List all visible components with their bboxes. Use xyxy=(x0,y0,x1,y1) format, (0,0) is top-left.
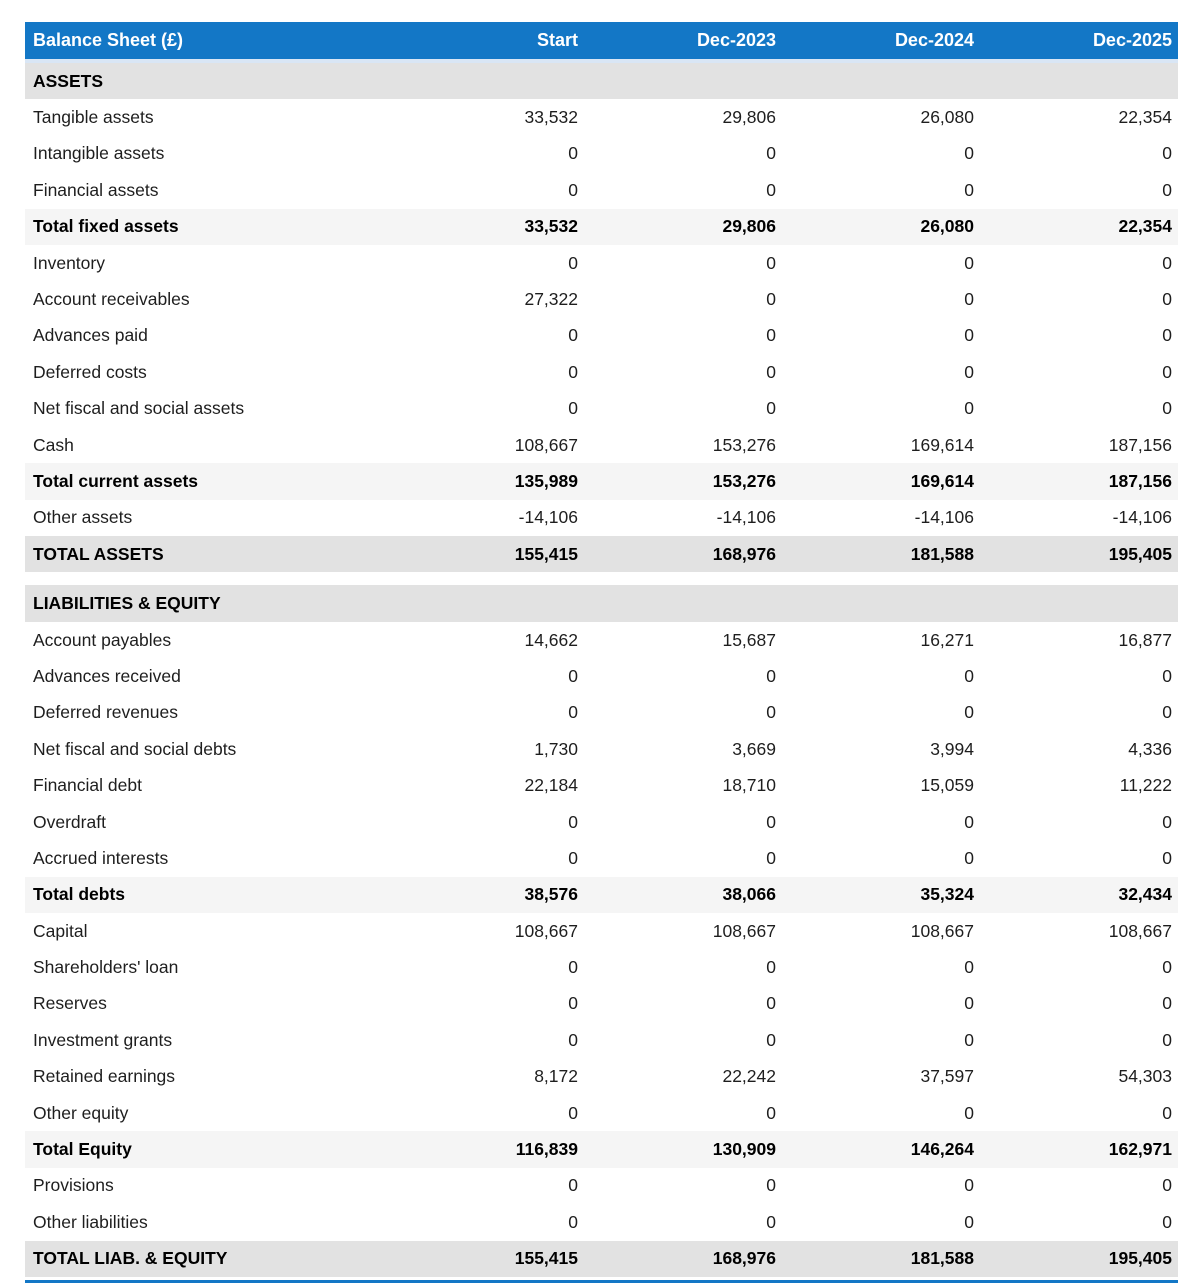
row-label: Account payables xyxy=(33,629,172,650)
row-value: 0 xyxy=(568,847,578,868)
row-label: TOTAL ASSETS xyxy=(33,543,164,564)
row-value: 195,405 xyxy=(1108,1248,1172,1269)
row-value: 0 xyxy=(568,398,578,419)
row-value: 155,415 xyxy=(514,543,578,564)
table-row xyxy=(25,1022,1178,1058)
row-value: 0 xyxy=(964,398,974,419)
row-value: 130,909 xyxy=(712,1139,776,1160)
row-value: 0 xyxy=(964,993,974,1014)
row-value: 0 xyxy=(964,179,974,200)
row-value: 0 xyxy=(1162,665,1172,686)
row-value: -14,106 xyxy=(716,507,776,528)
row-value: 32,434 xyxy=(1118,884,1172,905)
row-value: 168,976 xyxy=(712,543,776,564)
row-value: 0 xyxy=(568,179,578,200)
row-label: Intangible assets xyxy=(33,143,165,164)
table-row xyxy=(25,536,1178,572)
row-value: 0 xyxy=(964,665,974,686)
row-value: 0 xyxy=(964,361,974,382)
row-label: Inventory xyxy=(33,252,105,273)
row-value: 0 xyxy=(1162,1102,1172,1123)
table-row xyxy=(25,1204,1178,1240)
row-value: 195,405 xyxy=(1108,543,1172,564)
row-value: 0 xyxy=(1162,993,1172,1014)
row-value: 0 xyxy=(766,847,776,868)
row-value: 0 xyxy=(1162,398,1172,419)
row-value: 0 xyxy=(766,665,776,686)
row-value: 168,976 xyxy=(712,1248,776,1269)
row-value: 155,415 xyxy=(514,1248,578,1269)
row-value: 35,324 xyxy=(920,884,974,905)
row-value: 0 xyxy=(568,702,578,723)
table-row xyxy=(25,877,1178,913)
row-value: 16,877 xyxy=(1118,629,1172,650)
row-label: Other assets xyxy=(33,507,133,528)
table-row xyxy=(25,913,1178,949)
row-value: 169,614 xyxy=(910,434,974,455)
column-header-dec-2023: Dec-2023 xyxy=(696,30,776,50)
row-value: 0 xyxy=(568,957,578,978)
row-value: 27,322 xyxy=(524,289,578,310)
row-label: Investment grants xyxy=(33,1029,173,1050)
section-gap xyxy=(25,572,1178,585)
row-value: 22,354 xyxy=(1118,216,1172,237)
table-row xyxy=(25,949,1178,985)
balance-sheet-table xyxy=(25,22,1178,1283)
row-label: Advances paid xyxy=(33,325,148,346)
row-label: LIABILITIES & EQUITY xyxy=(33,593,221,614)
table-row xyxy=(25,658,1178,694)
row-label: Retained earnings xyxy=(33,1066,176,1087)
table-row xyxy=(25,1241,1178,1277)
row-label: Net fiscal and social assets xyxy=(33,398,245,419)
row-value: 0 xyxy=(1162,289,1172,310)
row-value: 0 xyxy=(1162,325,1172,346)
column-header-dec-2024: Dec-2024 xyxy=(894,30,974,50)
row-value: 0 xyxy=(766,993,776,1014)
row-label: Total Equity xyxy=(33,1139,132,1160)
row-value: 0 xyxy=(964,957,974,978)
row-value: 22,242 xyxy=(722,1066,776,1087)
row-label: Capital xyxy=(33,920,88,941)
table-row xyxy=(25,1095,1178,1131)
row-label: Shareholders' loan xyxy=(33,957,179,978)
row-value: 135,989 xyxy=(514,470,578,491)
row-value: 0 xyxy=(964,1211,974,1232)
row-label: Total debts xyxy=(33,884,126,905)
row-label: Other liabilities xyxy=(33,1211,148,1232)
row-value: 116,839 xyxy=(515,1139,578,1160)
row-value: 0 xyxy=(766,1029,776,1050)
row-value: 0 xyxy=(964,1175,974,1196)
row-value: 0 xyxy=(568,1029,578,1050)
row-value: 0 xyxy=(766,325,776,346)
row-value: 0 xyxy=(964,702,974,723)
row-value: 0 xyxy=(766,702,776,723)
table-header-row xyxy=(25,22,1178,63)
table-row xyxy=(25,1059,1178,1095)
row-value: 108,667 xyxy=(1108,920,1172,941)
table-row xyxy=(25,804,1178,840)
row-label: Accrued interests xyxy=(33,847,169,868)
row-value: 0 xyxy=(766,1175,776,1196)
row-label: Deferred costs xyxy=(33,361,147,382)
row-value: 26,080 xyxy=(920,107,974,128)
row-label: Advances received xyxy=(33,665,181,686)
row-value: 0 xyxy=(568,325,578,346)
table-row xyxy=(25,245,1178,281)
row-value: 33,532 xyxy=(524,107,578,128)
row-label: ASSETS xyxy=(33,70,104,91)
row-value: 0 xyxy=(964,811,974,832)
row-value: 0 xyxy=(1162,702,1172,723)
row-value: 29,806 xyxy=(722,107,776,128)
table-row xyxy=(25,986,1178,1022)
row-value: 0 xyxy=(766,252,776,273)
table-row xyxy=(25,622,1178,658)
row-value: 0 xyxy=(766,143,776,164)
table-row xyxy=(25,427,1178,463)
row-value: 181,588 xyxy=(910,543,974,564)
row-value: 0 xyxy=(1162,957,1172,978)
row-value: 0 xyxy=(964,143,974,164)
table-row xyxy=(25,695,1178,731)
row-value: 33,532 xyxy=(524,216,578,237)
row-value: 0 xyxy=(1162,252,1172,273)
row-value: 11,222 xyxy=(1119,775,1172,796)
row-value: 26,080 xyxy=(920,216,974,237)
column-header-dec-2025: Dec-2025 xyxy=(1092,30,1172,50)
row-value: 0 xyxy=(964,1029,974,1050)
row-value: 0 xyxy=(568,1175,578,1196)
row-label: Financial debt xyxy=(33,775,142,796)
table-row xyxy=(25,391,1178,427)
table-row xyxy=(25,136,1178,172)
row-value: 108,667 xyxy=(514,434,578,455)
row-value: 16,271 xyxy=(920,629,974,650)
row-value: 0 xyxy=(766,811,776,832)
table-row xyxy=(25,318,1178,354)
row-value: 108,667 xyxy=(712,920,776,941)
row-value: 187,156 xyxy=(1108,470,1172,491)
row-value: 14,662 xyxy=(524,629,578,650)
row-value: 187,156 xyxy=(1108,434,1172,455)
row-value: 0 xyxy=(568,993,578,1014)
row-value: 15,059 xyxy=(920,775,974,796)
row-value: 162,971 xyxy=(1108,1139,1172,1160)
row-value: 0 xyxy=(766,957,776,978)
table-body xyxy=(25,63,1178,1277)
row-value: 38,066 xyxy=(722,884,776,905)
table-row xyxy=(25,99,1178,135)
row-value: 0 xyxy=(1162,361,1172,382)
row-value: 153,276 xyxy=(712,434,776,455)
row-label: Net fiscal and social debts xyxy=(33,738,237,759)
table-row xyxy=(25,281,1178,317)
row-value: 146,264 xyxy=(910,1139,974,1160)
row-value: 0 xyxy=(964,252,974,273)
row-label: Cash xyxy=(33,434,74,455)
row-label: Tangible assets xyxy=(33,107,154,128)
row-value: 15,687 xyxy=(722,629,776,650)
table-row xyxy=(25,731,1178,767)
row-value: 3,669 xyxy=(732,738,776,759)
table-row xyxy=(25,354,1178,390)
row-value: 0 xyxy=(568,811,578,832)
table-row xyxy=(25,585,1178,621)
row-value: 0 xyxy=(568,1211,578,1232)
row-value: 8,172 xyxy=(534,1066,578,1087)
row-label: Deferred revenues xyxy=(33,702,178,723)
row-value: 181,588 xyxy=(910,1248,974,1269)
row-value: 0 xyxy=(568,252,578,273)
row-value: 0 xyxy=(766,1102,776,1123)
row-value: 1,730 xyxy=(534,738,578,759)
row-label: Overdraft xyxy=(33,811,106,832)
row-value: 0 xyxy=(1162,179,1172,200)
row-label: Total fixed assets xyxy=(33,216,179,237)
row-value: 0 xyxy=(1162,1211,1172,1232)
column-header-start: Start xyxy=(536,30,578,50)
row-value: 108,667 xyxy=(514,920,578,941)
row-value: 29,806 xyxy=(722,216,776,237)
row-value: 0 xyxy=(1162,1029,1172,1050)
row-value: -14,106 xyxy=(518,507,578,528)
row-value: 0 xyxy=(964,289,974,310)
row-value: 0 xyxy=(766,398,776,419)
row-label: Total current assets xyxy=(33,470,199,491)
row-value: 0 xyxy=(1162,1175,1172,1196)
row-label: Provisions xyxy=(33,1175,114,1196)
table-row xyxy=(25,1168,1178,1204)
row-value: 0 xyxy=(766,1211,776,1232)
row-value: 0 xyxy=(1162,143,1172,164)
row-value: 0 xyxy=(1162,847,1172,868)
row-value: 0 xyxy=(568,143,578,164)
row-value: 108,667 xyxy=(910,920,974,941)
table-row xyxy=(25,463,1178,499)
row-label: Financial assets xyxy=(33,179,159,200)
table-row xyxy=(25,209,1178,245)
row-value: 0 xyxy=(1162,811,1172,832)
row-label: Other equity xyxy=(33,1102,129,1123)
row-value: 37,597 xyxy=(920,1066,974,1087)
table-row xyxy=(25,172,1178,208)
row-label: Account receivables xyxy=(33,289,190,310)
row-value: 54,303 xyxy=(1118,1066,1172,1087)
row-value: 22,184 xyxy=(524,775,578,796)
row-value: 0 xyxy=(568,1102,578,1123)
table-row xyxy=(25,1131,1178,1167)
row-value: 0 xyxy=(766,361,776,382)
row-label: TOTAL LIAB. & EQUITY xyxy=(33,1248,228,1269)
table-title: Balance Sheet (£) xyxy=(33,30,184,50)
table-row xyxy=(25,840,1178,876)
row-value: 153,276 xyxy=(712,470,776,491)
row-value: 0 xyxy=(964,1102,974,1123)
table-row xyxy=(25,63,1178,99)
row-value: 0 xyxy=(964,325,974,346)
row-value: 169,614 xyxy=(910,470,974,491)
row-value: 0 xyxy=(766,179,776,200)
row-value: 0 xyxy=(766,289,776,310)
row-value: 0 xyxy=(568,665,578,686)
row-value: 18,710 xyxy=(722,775,776,796)
row-label: Reserves xyxy=(33,993,107,1014)
row-value: 0 xyxy=(568,361,578,382)
row-value: 3,994 xyxy=(930,738,974,759)
table-row xyxy=(25,767,1178,803)
row-value: 22,354 xyxy=(1118,107,1172,128)
row-value: -14,106 xyxy=(914,507,974,528)
row-value: -14,106 xyxy=(1112,507,1172,528)
row-value: 4,336 xyxy=(1128,738,1172,759)
row-value: 38,576 xyxy=(524,884,578,905)
row-value: 0 xyxy=(964,847,974,868)
table-row xyxy=(25,500,1178,536)
